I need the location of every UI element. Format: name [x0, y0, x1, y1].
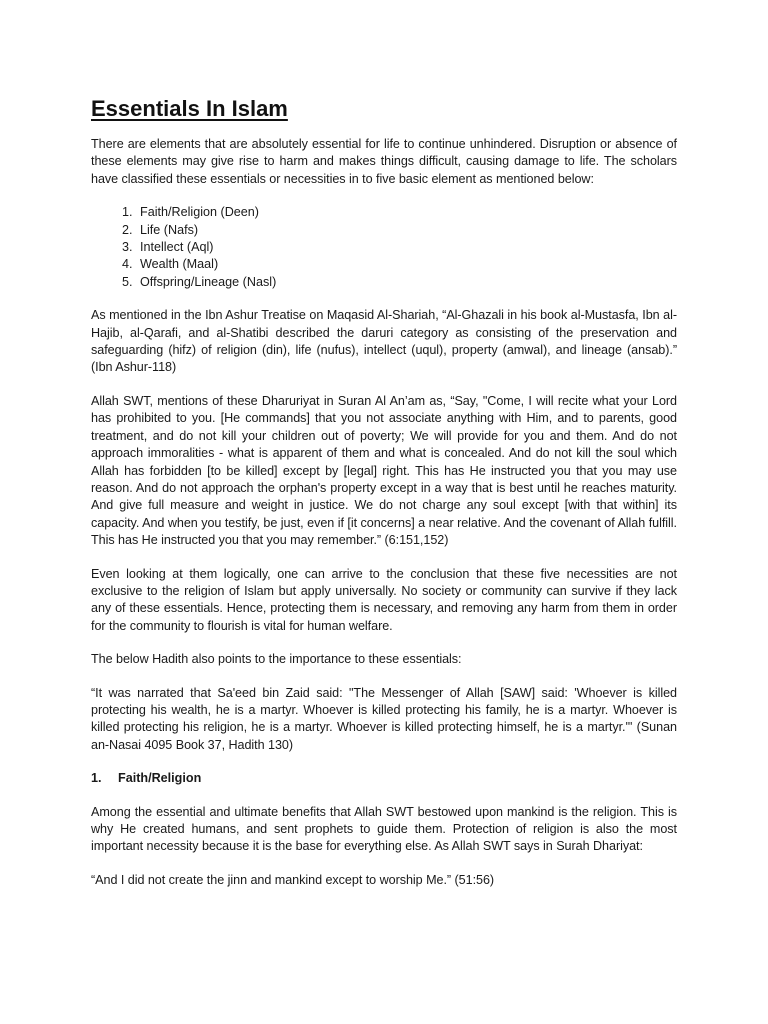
section-heading-faith-religion: [91, 770, 677, 787]
closing-quote: “And I did not create the jinn and mankind except to worship Me.” (51:56): [91, 872, 495, 887]
document-page: [91, 96, 677, 905]
religion-paragraph: Among the essential and ultimate benefits that Allah SWT bestowed upon mankind is the religion. This is why He created humans, and sent prophets to guide them. Protection of religion is also the most important necessity because it is the base for everything else. As Allah SWT says in Surah Dhariyat:: [91, 804, 677, 854]
section-title: Faith/Religion: [118, 771, 202, 786]
intro-paragraph: There are elements that are absolutely essential for life to continue unhindered. Disruption or absence of these elements may give rise to harm and makes things difficult, causing damage to life. The scholars have classified these essentials or necessities in to five basic element as mentioned below:: [91, 137, 677, 186]
ibn-ashur-paragraph: As mentioned in the Ibn Ashur Treatise on Maqasid Al-Shariah, “Al-Ghazali in his book al-Mustasfa, Ibn al-Hajib, al-Qarafi, and al-Shatibi described the daruri category as consisting of the preservation and safeguarding (hifz) of religion (din), life (nufus), intellect (uqul), property (amwal), and lineage (ansab).” (Ibn Ashur-118): [91, 308, 677, 375]
list-item: 1. Faith/Religion (Deen): [136, 204, 677, 221]
hadith-quote: “It was narrated that Sa'eed bin Zaid said: "The Messenger of Allah [SAW] said: 'Whoever is killed protecting his wealth, he is a martyr. Whoever is killed protecting his family, he is a martyr. Whoever is killed protecting his religion, he is a martyr. Whoever is killed protecting himself, he is a martyr.'" (Sunan an-Nasai 4095 Book 37, Hadith 130): [91, 685, 677, 752]
list-item: 5. Offspring/Lineage (Nasl): [136, 274, 677, 291]
list-item: 3. Intellect (Aql): [136, 239, 677, 256]
section-number: 1.: [91, 771, 102, 786]
document-title: Essentials In Islam: [91, 96, 288, 121]
essentials-list: [91, 204, 677, 291]
logic-paragraph: Even looking at them logically, one can arrive to the conclusion that these five necessities are not exclusive to the religion of Islam but apply universally. No society or community can survive if they lack any of these essentials. Hence, protecting them is necessary, and removing any harm from them in order for the community to flourish is vital for human welfare.: [91, 566, 677, 633]
hadith-intro: The below Hadith also points to the importance to these essentials:: [91, 652, 462, 667]
list-item: 2. Life (Nafs): [136, 222, 677, 239]
quran-paragraph: Allah SWT, mentions of these Dharuriyat in Suran Al An’am as, “Say, "Come, I will recite what your Lord has prohibited to you. [He commands] that you not associate anything with Him, and to parents, good treatment, and do not kill your children out of poverty; We will provide for you and them. And do not approach immoralities - what is apparent of them and what is concealed. And do not kill the soul which Allah has forbidden [to be killed] except by [legal] right. This has He instructed you that you may use reason. And do not approach the orphan's property except in a way that is best until he reaches maturity. And give full measure and weight in justice. We do not charge any soul except [with that within] its capacity. And when you testify, be just, even if [it concerns] a near relative. And the covenant of Allah fulfill. This has He instructed you that you may remember.” (6:151,152): [91, 393, 677, 548]
list-item: 4. Wealth (Maal): [136, 256, 677, 273]
